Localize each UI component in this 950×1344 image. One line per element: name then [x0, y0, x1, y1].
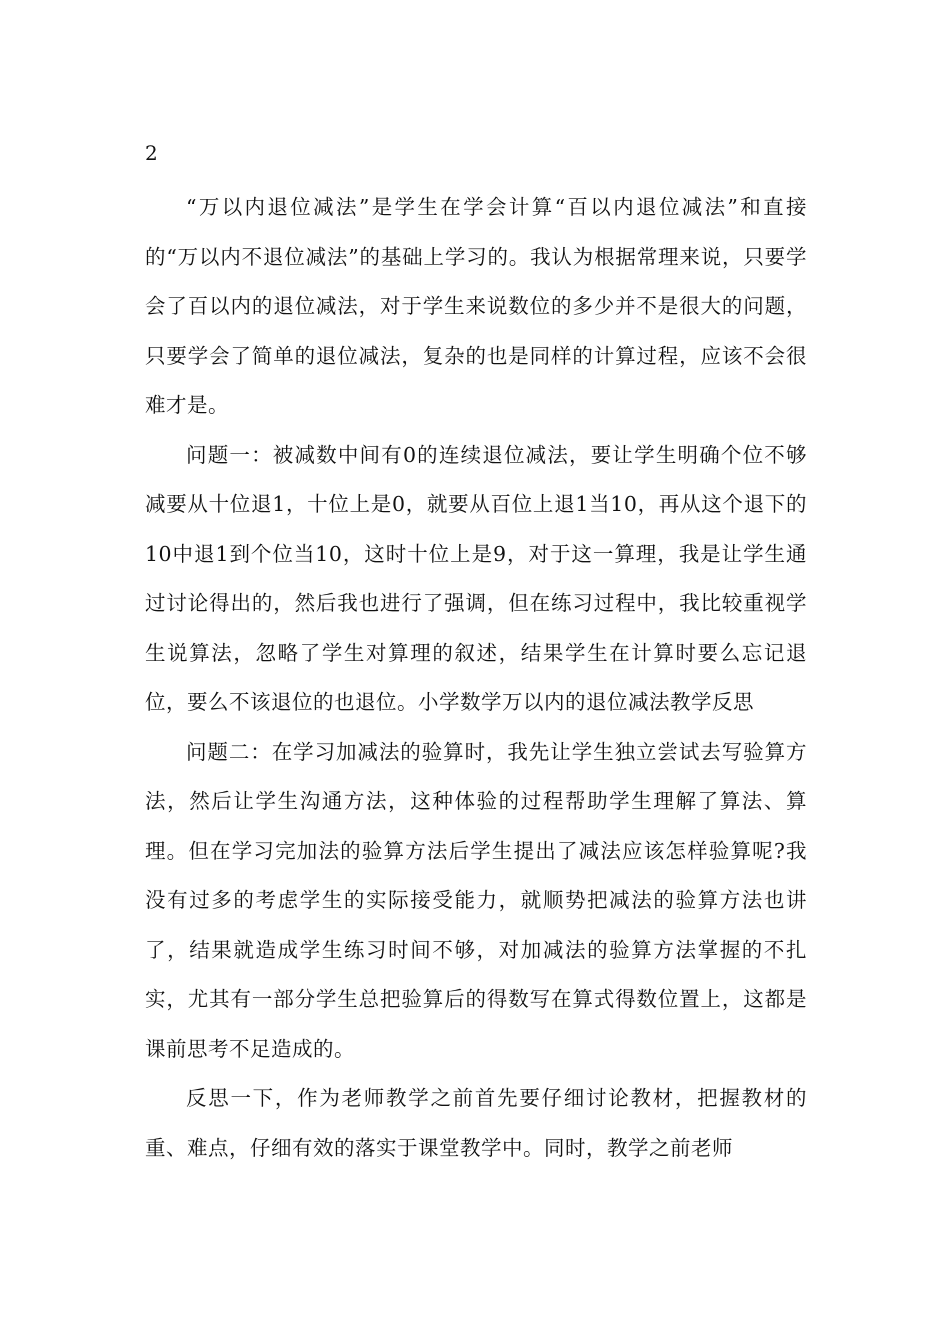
paragraph-problem-one: 问题一：被减数中间有0的连续退位减法，要让学生明确个位不够减要从十位退1，十位上是0，就要从百位上退1当10，再从这个退下的10中退1到个位当10，这时十位上是9，对于这一算理，我是让学生通过讨论得出的，然后我也进行了强调，但在练习过程中，我比较重视学生说算法，忽略了学生对算理的叙述，结果学生在计算时要么忘记退位，要么不该退位的也退位。小学数学万以内的退位减法教学反思	[145, 442, 807, 714]
paragraph-reflection: 反思一下，作为老师教学之前首先要仔细讨论教材，把握教材的重、难点，仔细有效的落实于课堂教学中。同时，教学之前老师	[145, 1086, 807, 1160]
document-body	[145, 183, 807, 1173]
paragraph-intro: “万以内退位减法”是学生在学会计算“百以内退位减法”和直接的“万以内不退位减法”的基础上学习的。我认为根据常理来说，只要学会了百以内的退位减法，对于学生来说数位的多少并不是很大的问题，只要学会了简单的退位减法，复杂的也是同样的计算过程，应该不会很难才是。	[145, 195, 807, 417]
paragraph-problem-two: 问题二：在学习加减法的验算时，我先让学生独立尝试去写验算方法，然后让学生沟通方法，这种体验的过程帮助学生理解了算法、算理。但在学习完加法的验算方法后学生提出了减法应该怎样验算呢?我没有过多的考虑学生的实际接受能力，就顺势把减法的验算方法也讲了，结果就造成学生练习时间不够，对加减法的验算方法掌握的不扎实，尤其有一部分学生总把验算后的得数写在算式得数位置上，这都是课前思考不足造成的。	[145, 739, 807, 1061]
page-number: 2	[145, 141, 158, 165]
